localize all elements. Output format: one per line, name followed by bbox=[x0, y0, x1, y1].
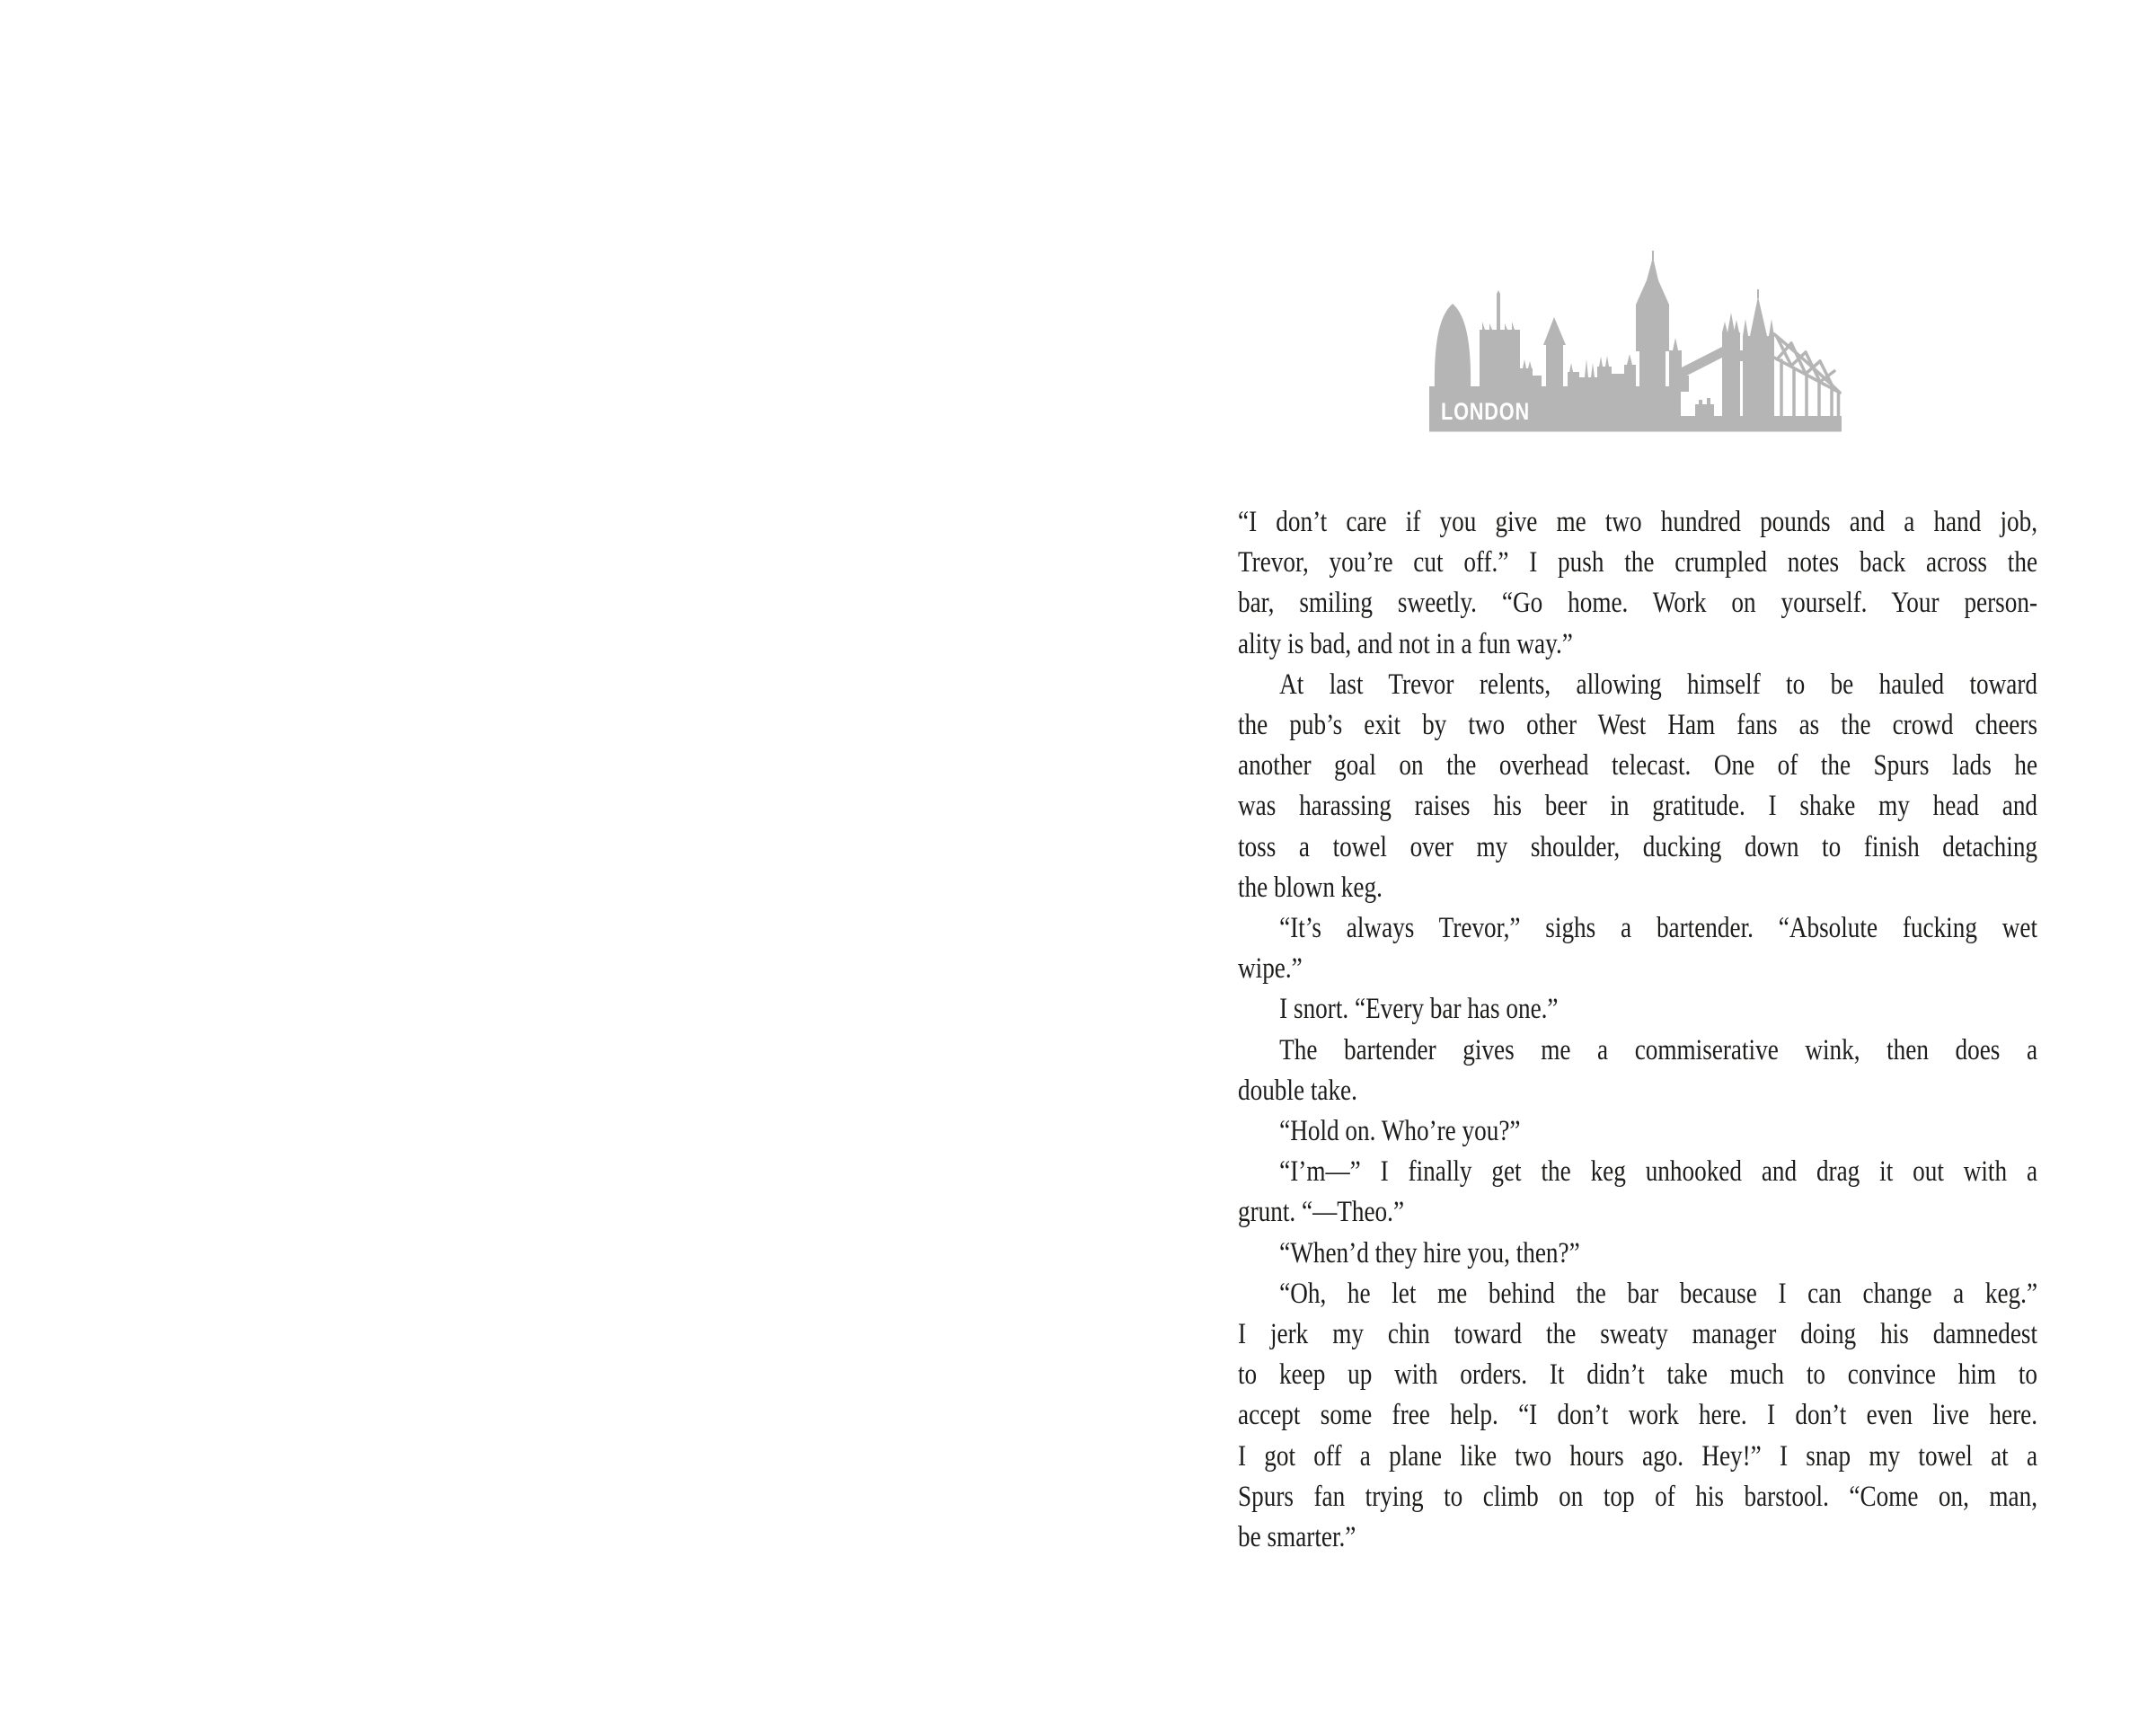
text-line: I got off a plane like two hours ago. Hey!” I snap my towel at a bbox=[1238, 1439, 2038, 1473]
paragraph bbox=[1238, 1031, 2037, 1111]
text-line: double take. bbox=[1238, 1074, 1357, 1107]
text-line: bar, smiling sweetly. “Go home. Work on yourself. Your person- bbox=[1238, 587, 2038, 620]
text-line: “Hold on. Who’re you?” bbox=[1279, 1115, 1521, 1148]
paragraph bbox=[1238, 1234, 2037, 1274]
text-line: was harassing raises his beer in gratitude. I shake my head and bbox=[1238, 790, 2038, 823]
text-line: ality is bad, and not in a fun way.” bbox=[1238, 627, 1573, 660]
text-line: accept some free help. “I don’t work here. I don’t even live here. bbox=[1238, 1399, 2038, 1432]
skyline-svg bbox=[1419, 243, 1869, 449]
text-line: I jerk my chin toward the sweaty manager doing his damnedest bbox=[1238, 1318, 2038, 1351]
page-text-column bbox=[1238, 502, 2037, 1558]
text-line: “I don’t care if you give me two hundred pounds and a hand job, bbox=[1238, 506, 2038, 538]
skyline-city-label: LONDON bbox=[1441, 398, 1530, 425]
text-line: to keep up with orders. It didn’t take much to convince him to bbox=[1238, 1358, 2038, 1392]
text-line: grunt. “—Theo.” bbox=[1238, 1196, 1405, 1229]
text-line: the pub’s exit by two other West Ham fans as the crowd cheers bbox=[1238, 709, 2038, 742]
text-line: Trevor, you’re cut off.” I push the crumpled notes back across the bbox=[1238, 546, 2038, 579]
text-line: the blown keg. bbox=[1238, 871, 1383, 904]
text-line: “Oh, he let me behind the bar because I can change a keg.” bbox=[1279, 1277, 2038, 1310]
paragraph bbox=[1238, 502, 2037, 665]
text-line: The bartender gives me a commiserative wink, then does a bbox=[1279, 1033, 2038, 1066]
london-skyline-graphic bbox=[1419, 243, 1869, 449]
text-line: “When’d they hire you, then?” bbox=[1279, 1236, 1580, 1269]
text-line: another goal on the overhead telecast. One of the Spurs lads he bbox=[1238, 749, 2038, 783]
text-line: Spurs fan trying to climb on top of his barstool. “Come on, man, bbox=[1238, 1480, 2038, 1513]
paragraph bbox=[1238, 908, 2037, 989]
text-line: At last Trevor relents, allowing himself to be hauled toward bbox=[1279, 668, 2038, 701]
paragraph bbox=[1238, 989, 2037, 1030]
paragraph bbox=[1238, 1152, 2037, 1233]
paragraph bbox=[1238, 665, 2037, 908]
text-line: “It’s always Trevor,” sighs a bartender. “Absolute fucking wet bbox=[1279, 912, 2038, 945]
text-line: “I’m—” I finally get the keg unhooked and drag it out with a bbox=[1279, 1155, 2038, 1189]
text-line: wipe.” bbox=[1238, 952, 1303, 986]
text-line: toss a towel over my shoulder, ducking down to finish detaching bbox=[1238, 830, 2038, 863]
bridge-cable-truss bbox=[1774, 334, 1840, 416]
text-line: I snort. “Every bar has one.” bbox=[1279, 993, 1559, 1026]
paragraph bbox=[1238, 1111, 2037, 1152]
text-line: be smarter.” bbox=[1238, 1521, 1356, 1554]
paragraph bbox=[1238, 1274, 2037, 1558]
